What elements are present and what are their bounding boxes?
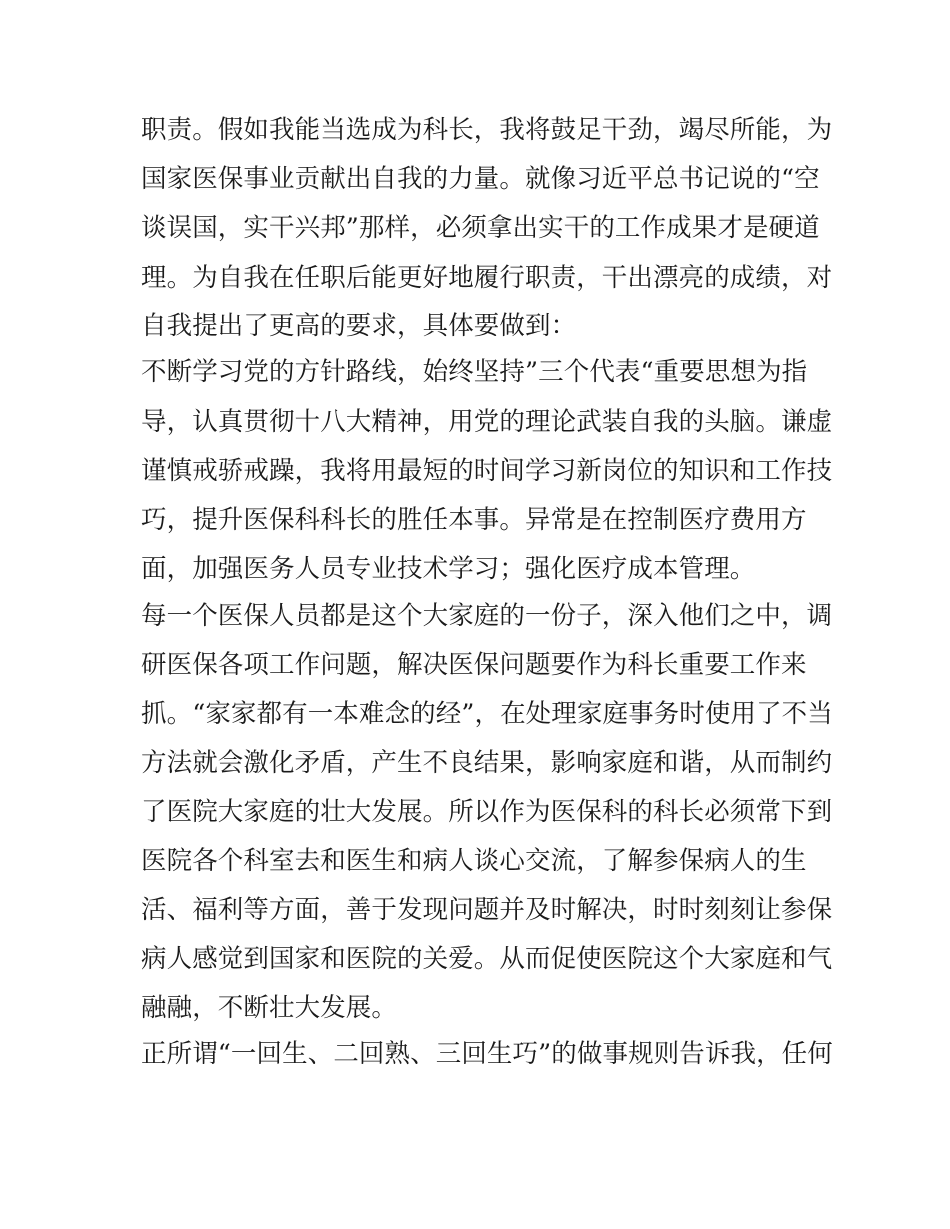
text-line: 理。为自我在任职后能更好地履行职责，干出漂亮的成绩，对 [141,263,833,293]
text-line: 活、福利等方面，善于发现问题并及时解决，时时刻刻让参保 [141,895,833,925]
text-line: 不断学习党的方针路线，始终坚持”三个代表“重要思想为指 [141,357,808,387]
text-line: 了医院大家庭的壮大发展。所以作为医保科的科长必须常下到 [141,797,833,827]
text-line: 正所谓“一回生、二回熟、三回生巧”的做事规则告诉我，任何 [141,1039,833,1069]
text-line: 医院各个科室去和医生和病人谈心交流，了解参保病人的生 [141,846,807,876]
text-line: 导，认真贯彻十八大精神，用党的理论武装自我的头脑。谦虚 [141,407,833,437]
text-line: 方法就会激化矛盾，产生不良结果，影响家庭和谐，从而制约 [141,748,833,778]
text-line: 职责。假如我能当选成为科长，我将鼓足干劲，竭尽所能，为 [141,115,833,145]
text-line: 谨慎戒骄戒躁，我将用最短的时间学习新岗位的知识和工作技 [141,456,833,486]
text-line: 谈误国，实干兴邦”那样，必须拿出实干的工作成果才是硬道 [141,213,820,243]
text-line: 自我提出了更高的要求，具体要做到： [141,311,577,341]
text-line: 面，加强医务人员专业技术学习；强化医疗成本管理。 [141,554,756,584]
text-line: 病人感觉到国家和医院的关爱。从而促使医院这个大家庭和气 [141,944,833,974]
text-line: 研医保各项工作问题，解决医保问题要作为科长重要工作来 [141,650,807,680]
text-line: 融融，不断壮大发展。 [141,993,398,1023]
text-line: 国家医保事业贡献出自我的力量。就像习近平总书记说的“空 [141,164,820,194]
text-line: 每一个医保人员都是这个大家庭的一份子，深入他们之中，调 [141,601,833,631]
text-line: 抓。“家家都有一本难念的经”，在处理家庭事务时使用了不当 [141,699,833,729]
text-line: 巧，提升医保科科长的胜任本事。异常是在控制医疗费用方 [141,505,807,535]
